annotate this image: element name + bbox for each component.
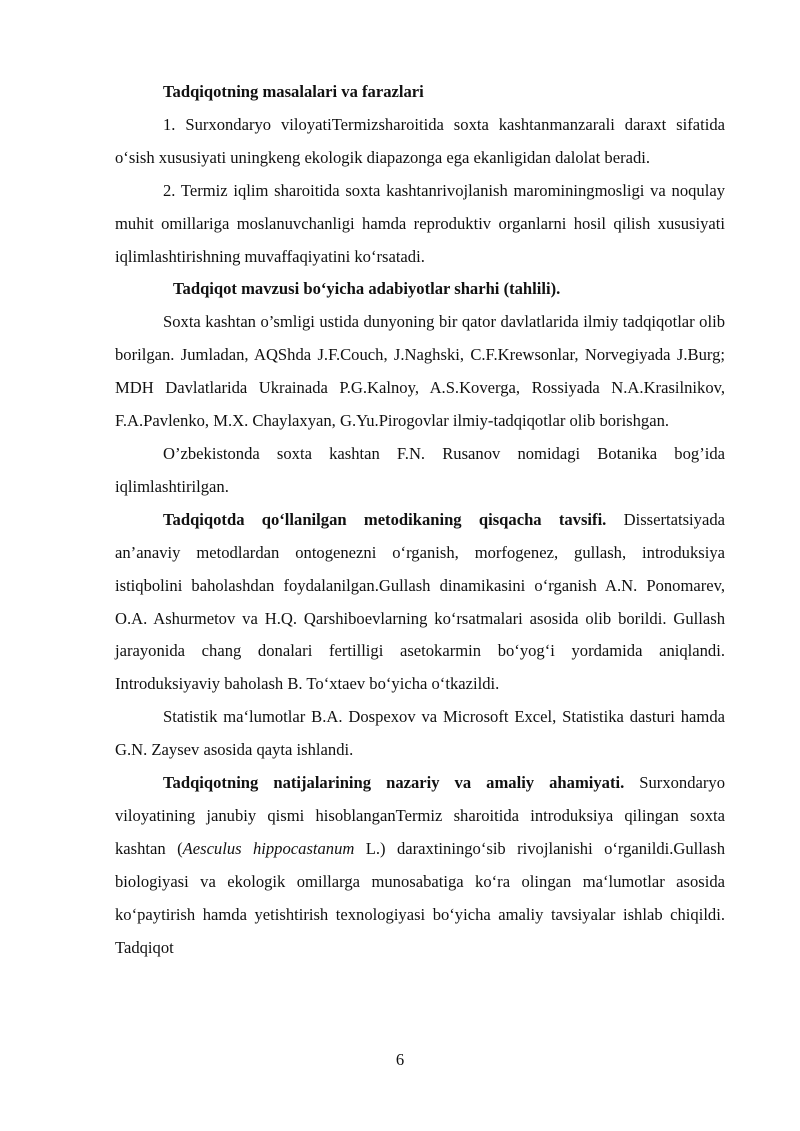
review-paragraph-2: O’zbekistonda soxta kashtan F.N. Rusanov nomidagi Botanika bog’ida iqlimlashtirilgan. xyxy=(115,443,725,496)
significance-paragraph xyxy=(115,767,725,964)
latin-species-name: Aesculus hippocastanum xyxy=(182,838,355,858)
task-1-paragraph: 1. Surxondaryo viloyatiTermizsharoitida soxta kashtanmanzarali daraxt sifatida o‘sish xususiyati uningkeng ekologik diapazonga ega ekanligidan dalolat beradi. xyxy=(115,114,725,167)
page-number: 6 xyxy=(395,1050,405,1069)
literature-review-heading: Tadqiqot mavzusi bo‘yicha adabiyotlar sharhi (tahlili). xyxy=(173,279,561,299)
significance-text-part-2: L.) daraxtiningo‘sib rivojlanishi o‘rganildi.Gullash biologiyasi va ekologik omillarga munosabatiga ko‘ra olingan ma‘lumotlar asosida ko‘paytirish hamda yetishtirish texnologiyasi bo‘yicha amaliy tavsiyalar ishlab chiqildi. Tadqiqot xyxy=(115,838,725,957)
review-paragraph-1: Soxta kashtan o’smligi ustida dunyoning bir qator davlatlarida ilmiy tadqiqotlar olib borilgan. Jumladan, AQShda J.F.Couch, J.Naghski, C.F.Krewsonlar, Norvegiyada J.Burg; MDH Davlatlarida Ukrainada P.G.Kalnoy, A.S.Koverga, Rossiyada N.A.Krasilnikov, F.A.Pavlenko, M.X. Chaylaxyan, G.Yu.Pirogovlar ilmiy-tadqiqotlar olib borishgan. xyxy=(115,312,725,431)
methodology-paragraph xyxy=(115,504,725,701)
significance-text-part-1: Surxondaryo viloyatining janubiy qismi hisoblanganTermiz sharoitida introduksiya qilingan soxta kashtan ( xyxy=(115,773,726,858)
tasks-heading: Tadqiqotning masalalari va farazlari xyxy=(163,82,424,101)
statistics-paragraph: Statistik ma‘lumotlar B.A. Dospexov va Microsoft Excel, Statistika dasturi hamda G.N. Zaysev asosida qayta ishlandi. xyxy=(115,707,725,760)
methodology-heading: Tadqiqotda qo‘llanilgan metodikaning qisqacha tavsifi. xyxy=(163,509,607,529)
task-2-paragraph: 2. Termiz iqlim sharoitida soxta kashtanrivojlanish marominingmosligi va noqulay muhit omillariga moslanuvchanligi hamda reproduktiv organlarni hosil qilish xususiyati iqlimlashtirishning muvaffaqiyatini ko‘rsatadi. xyxy=(115,180,725,266)
methodology-text: Dissertatsiyada an’anaviy metodlardan ontogenezni o‘rganish, morfogenez, gullash, introduksiya istiqbolini baholashdan foydalanilgan.Gullash dinamikasini o‘rganish A.N. Ponomarev, O.A. Ashurmetov va H.Q. Qarshiboevlarning ko‘rsatmalari asosida olib borildi. Gullash jarayonida chang donalari fertilligi asetokarmin bo‘yog‘i yordamida aniqlandi. Introduksiyaviy baholash B. To‘xtaev bo‘yicha o‘tkazildi. xyxy=(115,509,725,694)
document-page xyxy=(115,76,725,964)
significance-heading: Tadqiqotning natijalarining nazariy va amaliy ahamiyati. xyxy=(163,773,625,793)
